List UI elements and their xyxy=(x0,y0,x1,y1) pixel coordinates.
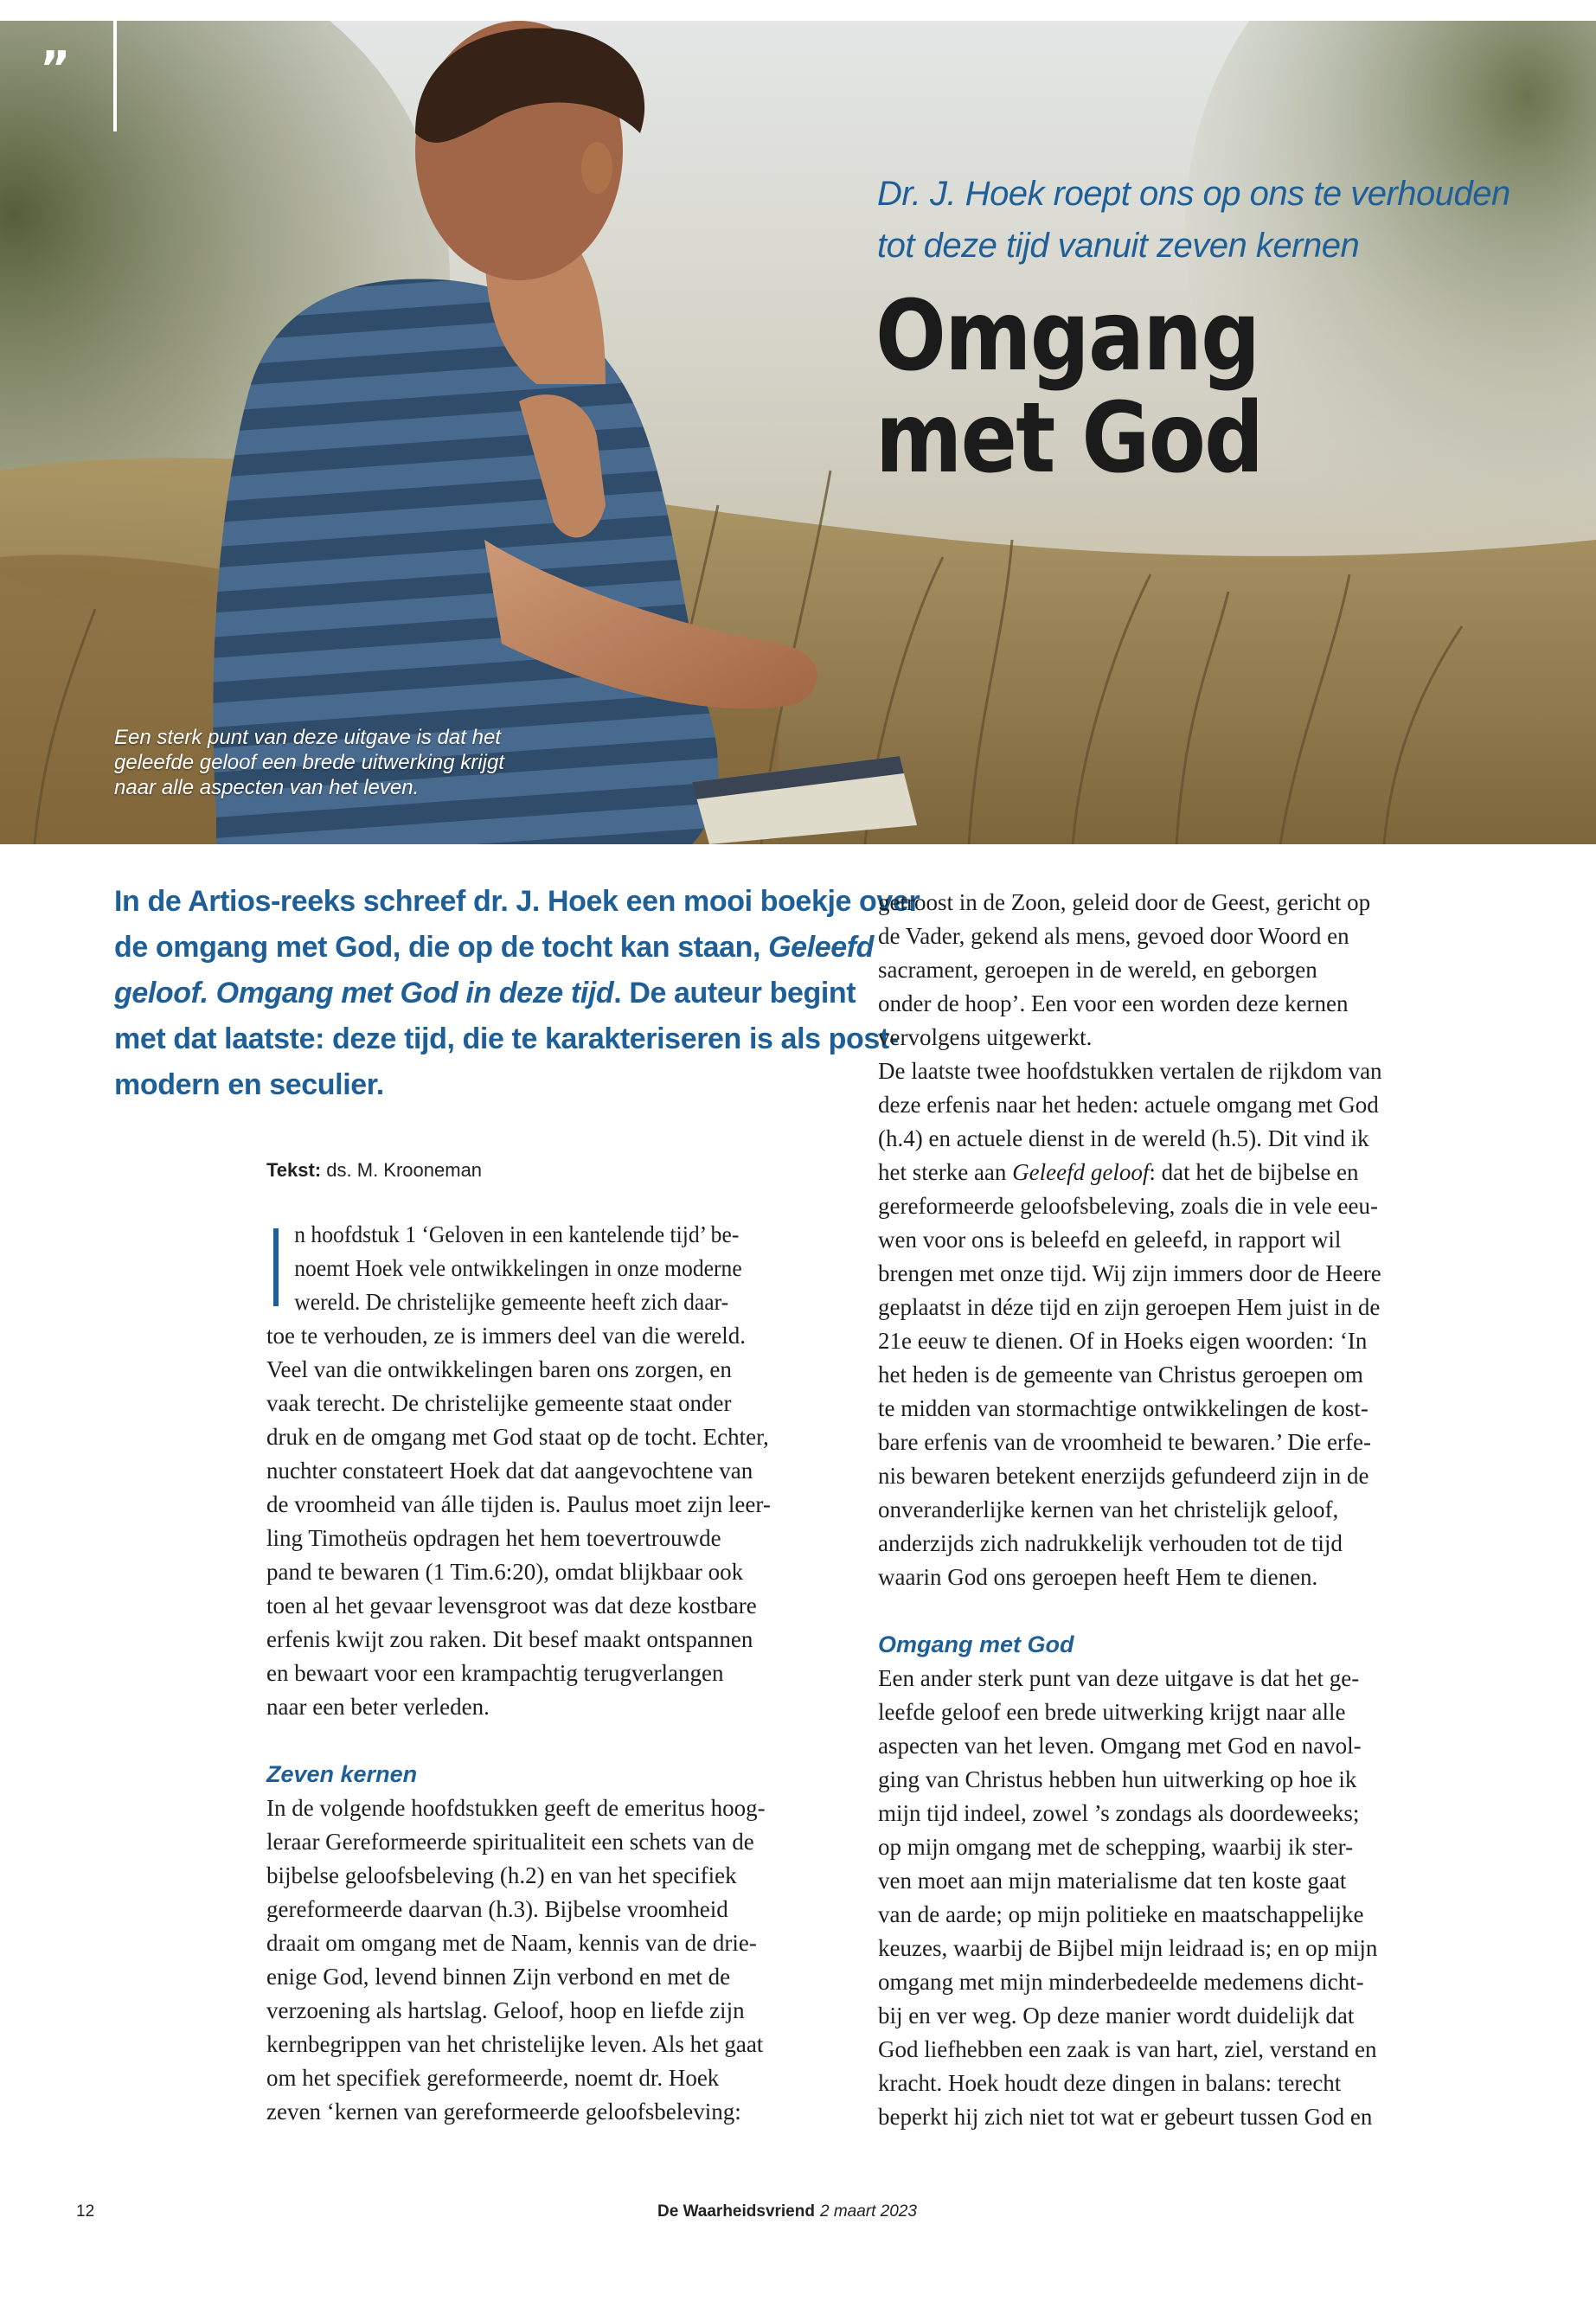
body-line: zeven ‘kernen van gereformeerde geloofsbeleving: xyxy=(266,2099,741,2125)
subheading: Zeven kernen xyxy=(266,1761,418,1787)
body-line: toen al het gevaar levensgroot was dat deze kostbare xyxy=(266,1593,757,1618)
body-line: 21e eeuw te dienen. Of in Hoeks eigen woorden: ‘In xyxy=(878,1328,1368,1354)
quote-mark: ” xyxy=(40,42,71,96)
intro-text: . De auteur begint xyxy=(613,977,856,1009)
book-title-italic: Geleefd xyxy=(768,931,875,964)
intro-line xyxy=(114,971,856,1016)
photo-caption xyxy=(114,725,521,800)
body-line: leefde geloof een brede uitwerking krijgt naar alle xyxy=(878,1699,1346,1725)
body-line: In de volgende hoofdstukken geeft de emeritus hoog- xyxy=(266,1795,766,1821)
body-line: aspecten van het leven. Omgang met God en navol- xyxy=(878,1733,1362,1759)
body-line: sacrament, geroepen in de wereld, en geborgen xyxy=(878,957,1317,983)
title-line: met God xyxy=(875,382,1263,495)
body-line: brengen met onze tijd. Wij zijn immers door de Heere xyxy=(878,1260,1381,1286)
body-line: kracht. Hoek houdt deze dingen in balans: terecht xyxy=(878,2070,1342,2096)
byline-author: ds. M. Krooneman xyxy=(326,1159,483,1181)
body-line: te midden van stormachtige ontwikkelingen de kost- xyxy=(878,1395,1368,1421)
body-line: beperkt hij zich niet tot wat er gebeurt tussen God en xyxy=(878,2104,1373,2130)
body-line: mijn tijd indeel, zowel ’s zondags als doordeweeks; xyxy=(878,1800,1360,1826)
intro-line xyxy=(114,925,875,971)
body-line: toe te verhouden, ze is immers deel van die wereld. xyxy=(266,1323,747,1349)
body-line: vervolgens uitgewerkt. xyxy=(878,1024,1093,1050)
book-title-italic: geloof. Omgang met God in deze tijd xyxy=(114,977,614,1009)
body-line: noemt Hoek vele ontwikkelingen in onze moderne xyxy=(294,1255,742,1281)
body-line: (h.4) en actuele dienst in de wereld (h.5). Dit vind ik xyxy=(878,1125,1369,1151)
body-line: bijbelse geloofsbeleving (h.2) en van het specifiek xyxy=(266,1862,737,1888)
body-line xyxy=(878,1156,1440,1189)
body-line: bij en ver weg. Op deze manier wordt duidelijk dat xyxy=(878,2003,1355,2029)
body-line: keuzes, waarbij de Bijbel mijn leidraad is; en op mijn xyxy=(878,1935,1378,1961)
body-line: onveranderlijke kernen van het christelijk geloof, xyxy=(878,1497,1339,1522)
body-line: De laatste twee hoofdstukken vertalen de rijkdom van xyxy=(878,1058,1382,1084)
subheading: Omgang met God xyxy=(878,1631,1074,1657)
body-line: anderzijds zich nadrukkelijk verhouden tot de tijd xyxy=(878,1530,1343,1556)
page-number: 12 xyxy=(76,2202,95,2221)
body-text: : dat het de bijbelse en xyxy=(1149,1159,1359,1185)
body-line: en bewaart voor een krampachtig terugverlangen xyxy=(266,1660,724,1686)
book-title-italic: Geleefd geloof xyxy=(1012,1159,1150,1185)
body-line: wereld. De christelijke gemeente heeft zich daar- xyxy=(294,1289,729,1315)
body-line: wen voor ons is beleefd en geleefd, in rapport wil xyxy=(878,1227,1342,1253)
body-line: bare erfenis van de vroomheid te bewaren.’ Die erfe- xyxy=(878,1429,1371,1455)
body-line: onder de hoop’. Een voor een worden deze kernen xyxy=(878,990,1349,1016)
body-line: omgang met mijn minderbedeelde medemens dicht- xyxy=(878,1969,1364,1995)
paragraph xyxy=(878,886,1440,1156)
caption-line: naar alle aspecten van het leven. xyxy=(114,776,420,799)
intro-line: met dat laatste: deze tijd, die te karakteriseren is als post- xyxy=(114,1022,899,1055)
article-kicker xyxy=(877,168,1535,272)
body-line: n hoofdstuk 1 ‘Geloven in een kantelende tijd’ be- xyxy=(294,1221,740,1247)
body-column-right xyxy=(878,886,1440,2134)
paragraph xyxy=(266,1791,837,2129)
body-line: het heden is de gemeente van Christus geroepen om xyxy=(878,1362,1363,1388)
body-line: op mijn omgang met de schepping, waarbij ik ster- xyxy=(878,1834,1354,1860)
body-line: ling Timotheüs opdragen het hem toevertrouwde xyxy=(266,1525,721,1551)
article-title xyxy=(875,280,1533,495)
body-text: het sterke aan xyxy=(878,1159,1013,1185)
body-line: nuchter constateert Hoek dat dat aangevochtene van xyxy=(266,1458,753,1484)
paragraph xyxy=(878,1189,1440,1594)
issue-date: 2 maart 2023 xyxy=(819,2202,917,2221)
kicker-line: tot deze tijd vanuit zeven kernen xyxy=(877,227,1360,265)
body-line: geplaatst in déze tijd en zijn geroepen Hem juist in de xyxy=(878,1294,1381,1320)
paragraph xyxy=(266,1218,837,1319)
magazine-name: De Waarheidsvriend xyxy=(657,2202,815,2221)
body-line: pand te bewaren (1 Tim.6:20), omdat blijkbaar ook xyxy=(266,1559,744,1585)
body-line: vaak terecht. De christelijke gemeente staat onder xyxy=(266,1390,732,1416)
body-line: gereformeerde daarvan (h.3). Bijbelse vroomheid xyxy=(266,1896,728,1922)
body-line: enige God, levend binnen Zijn verbond en met de xyxy=(266,1964,731,1990)
body-line: getroost in de Zoon, geleid door de Geest, gericht op xyxy=(878,889,1371,915)
body-line: Een ander sterk punt van deze uitgave is dat het ge- xyxy=(878,1665,1360,1691)
body-line: van de aarde; op mijn politieke en maatschappelijke xyxy=(878,1901,1364,1927)
body-line: ging van Christus hebben hun uitwerking op hoe ik xyxy=(878,1766,1357,1792)
body-line: leraar Gereformeerde spiritualiteit een schets van de xyxy=(266,1829,754,1855)
body-line: om het specifiek gereformeerde, noemt dr. Hoek xyxy=(266,2065,720,2091)
body-line: God liefhebben een zaak is van hart, ziel, verstand en xyxy=(878,2036,1377,2062)
body-line: kernbegrippen van het christelijke leven. Als het gaat xyxy=(266,2031,764,2057)
body-line: gereformeerde geloofsbeleving, zoals die in vele eeu- xyxy=(878,1193,1378,1219)
intro-text: de omgang met God, die op de tocht kan staan, xyxy=(114,931,769,964)
body-line: Veel van die ontwikkelingen baren ons zorgen, en xyxy=(266,1356,732,1382)
body-line: verzoening als hartslag. Geloof, hoop en liefde zijn xyxy=(266,1997,745,2023)
kicker-line: Dr. J. Hoek roept ons op ons te verhouden xyxy=(877,175,1510,213)
paragraph xyxy=(878,1662,1440,2134)
body-line: nis bewaren betekent enerzijds gefundeerd zijn in de xyxy=(878,1463,1369,1489)
paragraph xyxy=(266,1319,837,1724)
byline-label: Tekst: xyxy=(266,1159,322,1181)
body-line: druk en de omgang met God staat op de tocht. Echter, xyxy=(266,1424,769,1450)
body-line: waarin God ons geroepen heeft Hem te dienen. xyxy=(878,1564,1318,1590)
caption-line: geleefde geloof een brede uitwerking krijgt xyxy=(114,751,504,774)
body-line: ven moet aan mijn materialisme dat ten koste gaat xyxy=(878,1868,1347,1894)
body-line: de vroomheid van álle tijden is. Paulus moet zijn leer- xyxy=(266,1491,771,1517)
body-line: naar een beter verleden. xyxy=(266,1694,490,1720)
caption-line: Een sterk punt van deze uitgave is dat het xyxy=(114,726,501,749)
title-line: Omgang xyxy=(875,280,1259,393)
body-line: erfenis kwijt zou raken. Dit besef maakt ontspannen xyxy=(266,1626,753,1652)
intro-line: modern en seculier. xyxy=(114,1068,384,1101)
article-intro xyxy=(114,879,920,1108)
intro-line: In de Artios-reeks schreef dr. J. Hoek een mooi boekje over xyxy=(114,885,920,918)
author-byline xyxy=(266,1159,482,1182)
footer-masthead xyxy=(657,2202,917,2221)
quote-divider xyxy=(113,21,117,131)
body-line: de Vader, gekend als mens, gevoed door Woord en xyxy=(878,923,1349,949)
body-column-left xyxy=(266,1218,837,2129)
body-line: deze erfenis naar het heden: actuele omgang met God xyxy=(878,1092,1379,1118)
body-line: draait om omgang met de Naam, kennis van de drie- xyxy=(266,1930,757,1956)
